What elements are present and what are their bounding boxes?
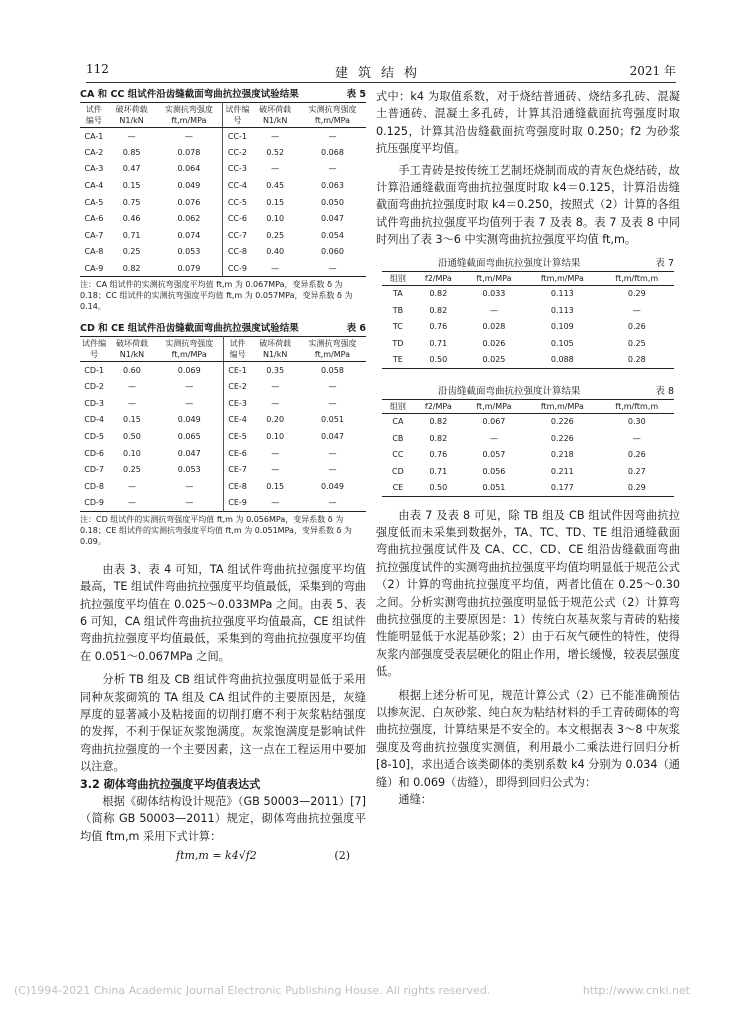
formula-expression: ftm,m = k4√f2 (176, 849, 257, 863)
table-row (382, 335, 674, 352)
table-row (382, 463, 674, 480)
table-cell: CC-1 (223, 128, 251, 145)
right-paragraph-3: 由表 7 及表 8 可见，除 TB 组及 CB 组试件因弯曲抗拉强度低而未采集到数据外，TA、TC、TD、TE 组沿通缝截面弯曲抗拉强度试件及 CA、CC、CD、CE 组沿齿缝截面弯曲抗拉强度试件的实测弯曲抗拉强度平均值均明显低于规范公式（2）计算的弯曲抗拉强度平均值，两者比值在 0.25～0.30 之间。分析实测弯曲抗拉强度明显低于规范公式（2）计算弯曲抗拉强度的主要原因是：1）传统白灰基灰浆与青砖的粘接性能明显低于水泥基砂浆；2）由于石灰气硬性的特性，使得灰浆内部强度受表层硬化的阻止作用，增长缓慢，较表层强度低。 (376, 508, 680, 679)
table-cell: CE (392, 483, 404, 493)
table-cell: 0.049 (177, 181, 201, 191)
table-cell: — (328, 382, 337, 392)
table-cell: 0.10 (123, 448, 141, 458)
table-row (80, 227, 366, 244)
table6-header-cell: 实测抗弯强度 ft,m/MPa (299, 337, 366, 362)
table-cell: 0.051 (482, 483, 506, 493)
table-cell: — (271, 398, 280, 408)
table-cell: 0.60 (123, 365, 141, 375)
table8-header-row (382, 399, 674, 413)
table-cell: CA-6 (84, 214, 104, 224)
table-cell: — (328, 498, 337, 508)
table-cell: 0.27 (627, 466, 646, 476)
table6-note: 注：CD 组试件的实测抗弯强度平均值 ft,m 为 0.056MPa，变异系数 δ 为 0.18；CE 组试件的实测抗弯强度平均值 ft,m 为 0.051MPa，变异系数 δ 为 0.09。 (80, 514, 352, 546)
table8-header-cell: ftm,m/MPa (525, 399, 600, 413)
table-cell: — (271, 382, 280, 392)
table-cell: 0.211 (550, 466, 574, 476)
table-cell: 0.057 (482, 450, 506, 460)
table-cell: 0.82 (429, 305, 448, 315)
table-cell: CA-9 (84, 263, 104, 273)
table-cell: CD-7 (84, 465, 104, 475)
table-row (80, 461, 366, 478)
table-cell: CA (392, 417, 404, 427)
table-cell: CE-3 (223, 395, 251, 412)
table-cell: CC-3 (223, 161, 251, 178)
table-cell: — (127, 481, 136, 491)
table-cell: 0.26 (627, 322, 646, 332)
table8-block (376, 385, 680, 497)
table-cell: 0.226 (550, 417, 574, 427)
table-cell: 0.15 (266, 197, 285, 207)
table-cell: 0.063 (321, 181, 344, 191)
table-cell: CD-3 (84, 398, 104, 408)
table6-header-cell: 破坏荷载 N1/kN (251, 337, 298, 362)
formula-2 (80, 847, 366, 867)
table-cell: CE-4 (223, 412, 251, 429)
table7-caption (382, 257, 674, 271)
table-cell: — (184, 131, 193, 141)
table-cell: 0.10 (266, 432, 285, 442)
table-cell: 0.50 (429, 355, 448, 365)
table-cell: — (271, 263, 280, 273)
table5 (80, 102, 366, 277)
table6 (80, 336, 366, 511)
table8-header-cell: 组别 (382, 399, 414, 413)
table8-number: 表 8 (655, 385, 674, 397)
table-cell: CE-9 (223, 495, 251, 512)
table-cell: 0.053 (177, 465, 201, 475)
table-cell: — (328, 263, 337, 273)
table-cell: 0.069 (177, 365, 201, 375)
table-cell: 0.049 (321, 481, 344, 491)
table-cell: 0.46 (122, 214, 141, 224)
table-cell: 0.047 (177, 448, 201, 458)
table-cell: 0.52 (266, 147, 285, 157)
table-row (80, 378, 366, 395)
table6-body (80, 362, 366, 511)
table-cell: — (632, 305, 641, 315)
table-row (382, 446, 674, 463)
table-cell: CD-5 (84, 432, 104, 442)
table-cell: CD-2 (84, 382, 104, 392)
table-cell: 0.088 (550, 355, 574, 365)
table-cell: 0.29 (627, 289, 646, 299)
table-cell: CC-4 (223, 177, 251, 194)
table-cell: 0.82 (429, 289, 448, 299)
table-cell: 0.028 (482, 322, 506, 332)
table-row (382, 430, 674, 447)
table-cell: — (489, 305, 498, 315)
table-cell: — (328, 465, 337, 475)
table-cell: CD-6 (84, 448, 104, 458)
table-cell: 0.15 (123, 415, 141, 425)
table8 (382, 399, 674, 497)
table-cell: 0.85 (122, 147, 141, 157)
table-row (382, 413, 674, 430)
table6-number: 表 6 (346, 323, 366, 335)
table-cell: 0.28 (627, 355, 646, 365)
table-cell: — (127, 131, 136, 141)
table-cell: — (271, 465, 280, 475)
table-cell: — (185, 398, 194, 408)
table5-header-cell: 试件编号 (223, 103, 251, 128)
table6-header-row (80, 337, 366, 362)
table-cell: 0.053 (177, 247, 201, 257)
table-cell: 0.15 (266, 481, 285, 491)
table-cell: 0.226 (550, 433, 574, 443)
table-cell: 0.033 (482, 289, 506, 299)
table-cell: CC (392, 450, 404, 460)
table-cell: 0.76 (429, 450, 448, 460)
table-cell: TA (393, 289, 403, 299)
table-row (80, 412, 366, 429)
table-cell: 0.078 (177, 147, 201, 157)
table-cell: CC-2 (223, 144, 251, 161)
table5-header-cell: 实测抗弯强度 ft,m/MPa (299, 103, 366, 128)
table6-caption (80, 322, 366, 336)
table-cell: 0.047 (321, 214, 344, 224)
cnki-link[interactable]: http://www.cnki.net (582, 984, 690, 997)
table-cell: CE-2 (223, 378, 251, 395)
table8-body (382, 413, 674, 496)
table7-header-cell: 组别 (382, 271, 414, 285)
table-cell: CE-8 (223, 478, 251, 495)
table5-number: 表 5 (346, 89, 366, 100)
table-cell: CD-1 (84, 365, 104, 375)
table-row (80, 362, 366, 379)
table-cell: 0.20 (266, 415, 285, 425)
table5-header-cell: 实测抗弯强度 ft,m/MPa (155, 103, 223, 128)
table-cell: — (328, 448, 337, 458)
table-cell: 0.15 (122, 181, 141, 191)
table-cell: 0.35 (266, 365, 285, 375)
table-cell: 0.060 (321, 247, 344, 257)
table-cell: CA-2 (84, 147, 104, 157)
table-cell: 0.026 (482, 338, 506, 348)
table-cell: 0.049 (177, 415, 201, 425)
table5-caption (80, 88, 366, 102)
table-cell: 0.30 (627, 417, 646, 427)
table8-caption (382, 385, 674, 399)
table-cell: CA-7 (84, 230, 104, 240)
table-cell: CC-7 (223, 227, 251, 244)
table-cell: 0.25 (123, 465, 141, 475)
table7-header-cell: ftm,m/MPa (525, 271, 600, 285)
table-cell: — (185, 498, 194, 508)
right-paragraph-5: 通缝： (398, 793, 432, 807)
table-cell: — (489, 433, 498, 443)
table7-header-cell: f2/MPa (414, 271, 463, 285)
table-cell: 0.079 (177, 263, 201, 273)
table-cell: CE-1 (223, 362, 251, 379)
table-cell: 0.056 (482, 466, 506, 476)
table5-body (80, 128, 366, 277)
table-cell: 0.054 (321, 230, 344, 240)
table-cell: 0.40 (266, 247, 285, 257)
table7-body (382, 285, 674, 368)
table7-header-cell: ft,m/MPa (463, 271, 525, 285)
table-cell: 0.25 (266, 230, 285, 240)
formula-number: (2) (334, 849, 350, 863)
table-cell: 0.45 (266, 181, 285, 191)
table-cell: 0.025 (482, 355, 506, 365)
right-paragraph-2: 手工青砖是按传统工艺制坯烧制而成的青灰色烧结砖，故计算沿通缝截面弯曲抗拉强度时取 k4＝0.125，计算沿齿缝截面弯曲抗拉强度时取 k4＝0.250，按照式（2）计算的各组试件弯曲抗拉强度平均值列于表 7 及表 8。表 7 及表 8 中同时列出了表 3～6 中实测弯曲抗拉强度平均值 ft,m。 (376, 163, 680, 247)
table-cell: 0.71 (122, 230, 141, 240)
table-cell: 0.47 (122, 164, 141, 174)
table-cell: 0.050 (321, 197, 344, 207)
table-cell: 0.76 (429, 322, 448, 332)
table-row (80, 478, 366, 495)
table-cell: 0.75 (122, 197, 141, 207)
table-cell: 0.50 (429, 483, 448, 493)
table-cell: 0.109 (550, 322, 574, 332)
table-cell: CD-9 (84, 498, 104, 508)
table-row (80, 260, 366, 277)
table6-title: CD 和 CE 组试件沿齿缝截面弯曲抗拉强度试验结果 (80, 323, 299, 335)
table6-header-cell: 试件编号 (80, 337, 108, 362)
table-row (80, 177, 366, 194)
left-paragraph-3: 根据《砌体结构设计规范》（GB 50003—2011）[7]（简称 GB 50003—2011）规定，砌体弯曲抗拉强度平均值 ftm,m 采用下式计算： (80, 794, 366, 843)
table-cell: CC-9 (223, 260, 251, 277)
table-cell: 0.82 (122, 263, 141, 273)
table-row (80, 210, 366, 227)
table-row (80, 495, 366, 512)
table-cell: CC-8 (223, 244, 251, 261)
left-paragraph-2: 分析 TB 组及 CB 组试件弯曲抗拉强度明显低于采用同种灰浆砌筑的 TA 组及 CA 组试件的主要原因是，灰缝厚度的显著减小及粘接面的切削打磨不利于灰浆粘结强度的发挥，不利于保证灰浆饱满度。灰浆饱满度是影响试件弯曲抗拉强度的一个主要因素，这一点在工程运用中要加以注意。 (80, 673, 366, 774)
table-row (80, 445, 366, 462)
table-cell: 0.218 (550, 450, 574, 460)
table-cell: 0.25 (627, 338, 646, 348)
table-cell: 0.113 (550, 305, 574, 315)
table-cell: — (185, 481, 194, 491)
table-cell: — (328, 398, 337, 408)
table-cell: 0.29 (627, 483, 646, 493)
table-cell: CC-5 (223, 194, 251, 211)
table-cell: — (127, 398, 136, 408)
table5-title: CA 和 CC 组试件沿齿缝截面弯曲抗拉强度试验结果 (80, 89, 299, 100)
right-paragraph-1: 式中：k4 为取值系数，对于烧结普通砖、烧结多孔砖、混凝土普通砖、混凝土多孔砖，计算其沿通缝截面抗弯强度时取 0.125，计算其沿齿缝截面抗弯强度时取 0.250；f2 为砂浆抗压强度平均值。 (376, 90, 680, 156)
table-cell: CE-7 (223, 461, 251, 478)
table-cell: — (127, 498, 136, 508)
table5-header-cell: 破坏荷载 N1/kN (108, 103, 156, 128)
right-paragraph-4: 根据上述分析可见，规范计算公式（2）已不能准确预估以掺灰泥、白灰砂浆、纯白灰为粘结材料的手工青砖砌体的弯曲抗拉强度，计算结果是不安全的。本文根据表 3～8 中灰浆强度及弯曲抗拉强度实测值，利用最小二乘法进行回归分析[8-10]，求出适合该类砌体的类别系数 k4 分别为 0.034（通缝）和 0.069（齿缝），即得到回归公式为： (376, 688, 680, 789)
table-row (80, 428, 366, 445)
table-row (382, 352, 674, 369)
left-column (80, 88, 366, 867)
table-row (382, 318, 674, 335)
table-cell: 0.068 (321, 147, 344, 157)
table7-title: 沿通缝截面弯曲抗拉强度计算结果 (438, 257, 581, 269)
table-cell: CA-1 (84, 131, 104, 141)
table-cell: 0.065 (177, 432, 201, 442)
table-cell: 0.26 (627, 450, 646, 460)
table6-header-cell: 实测抗弯强度 ft,m/MPa (156, 337, 224, 362)
table-cell: 0.71 (429, 466, 448, 476)
table-cell: CE-6 (223, 445, 251, 462)
table-cell: CA-3 (84, 164, 104, 174)
table6-header-cell: 试件编号 (223, 337, 251, 362)
table-cell: — (271, 448, 280, 458)
page-number: 112 (86, 62, 109, 76)
table-cell: — (632, 433, 641, 443)
table-cell: 0.067 (482, 417, 506, 427)
table-cell: 0.051 (321, 415, 344, 425)
table-cell: TB (392, 305, 404, 315)
table-cell: — (271, 164, 280, 174)
table7 (382, 271, 674, 369)
table-cell: 0.062 (177, 214, 201, 224)
table-cell: TD (392, 338, 404, 348)
table7-header-cell: ft,m/ftm,m (600, 271, 674, 285)
table-cell: 0.71 (429, 338, 448, 348)
table-cell: — (127, 382, 136, 392)
table-cell: — (271, 131, 280, 141)
table-cell: — (271, 498, 280, 508)
table5-note: 注：CA 组试件的实测抗弯强度平均值 ft,m 为 0.067MPa，变异系数 δ 为 0.18；CC 组试件的实测抗弯强度平均值 ft,m 为 0.057MPa，变异系数 δ 为 0.14。 (80, 280, 353, 312)
table-cell: CD-8 (84, 481, 104, 491)
table-row (80, 161, 366, 178)
table-row (80, 128, 366, 145)
table-cell: CA-4 (84, 181, 104, 191)
table-cell: CB (392, 433, 404, 443)
table-cell: 0.113 (550, 289, 574, 299)
table8-header-cell: f2/MPa (414, 399, 463, 413)
table-row (80, 395, 366, 412)
left-paragraph-1: 由表 3、表 4 可知，TA 组试件弯曲抗拉强度平均值最高，TE 组试件弯曲抗拉强度平均值最低，采集到的弯曲抗拉强度平均值在 0.025～0.033MPa 之间。由表 5、表 6 可知，CA 组试件弯曲抗拉强度平均值最高，CE 组试件弯曲抗拉强度平均值最低，采集到的弯曲抗拉强度平均值在 0.051～0.067MPa 之间。 (80, 562, 366, 663)
table7-block (376, 257, 680, 369)
table8-header-cell: ft,m/MPa (463, 399, 525, 413)
table-cell: 0.82 (429, 417, 448, 427)
table-cell: 0.058 (321, 365, 344, 375)
table-cell: 0.105 (550, 338, 574, 348)
table-cell: 0.076 (177, 197, 201, 207)
table-row (382, 480, 674, 497)
table-row (382, 285, 674, 302)
section-heading-3-2: 3.2 砌体弯曲抗拉强度平均值表达式 (80, 777, 261, 791)
table-cell: CA-5 (84, 197, 104, 207)
journal-year: 2021 年 (629, 64, 676, 78)
table-cell: — (185, 382, 194, 392)
copyright-notice: (C)1994-2021 China Academic Journal Electronic Publishing House. All rights reserved. (14, 984, 491, 997)
table5-header-row (80, 103, 366, 128)
table-cell: CC-6 (223, 210, 251, 227)
table-row (80, 194, 366, 211)
table-cell: 0.074 (177, 230, 201, 240)
table-cell: 0.82 (429, 433, 448, 443)
table-cell: CE-5 (223, 428, 251, 445)
table7-header-row (382, 271, 674, 285)
table-cell: 0.047 (321, 432, 344, 442)
table-cell: — (328, 131, 337, 141)
table-cell: 0.177 (550, 483, 574, 493)
table-cell: 0.10 (266, 214, 285, 224)
table7-number: 表 7 (655, 257, 674, 269)
table-cell: CD-4 (84, 415, 104, 425)
table8-title: 沿齿缝截面弯曲抗拉强度计算结果 (438, 385, 581, 397)
table-row (382, 302, 674, 319)
table-cell: 0.25 (122, 247, 141, 257)
table-cell: 0.064 (177, 164, 201, 174)
table-cell: 0.50 (123, 432, 141, 442)
table-row (80, 144, 366, 161)
table5-header-cell: 试件编号 (80, 103, 108, 128)
table8-header-cell: ft,m/ftm,m (600, 399, 674, 413)
page-header (86, 62, 676, 84)
table6-header-cell: 破坏荷载 N1/kN (108, 337, 155, 362)
right-column (376, 88, 680, 809)
table-cell: TC (392, 322, 403, 332)
table-cell: CA-8 (84, 247, 104, 257)
journal-title: 建筑结构 (334, 66, 427, 81)
table-cell: CD (392, 466, 404, 476)
header-rule (86, 82, 676, 83)
table-row (80, 244, 366, 261)
table-cell: TE (392, 355, 403, 365)
table-cell: — (328, 164, 337, 174)
table5-header-cell: 破坏荷载 N1/kN (251, 103, 299, 128)
